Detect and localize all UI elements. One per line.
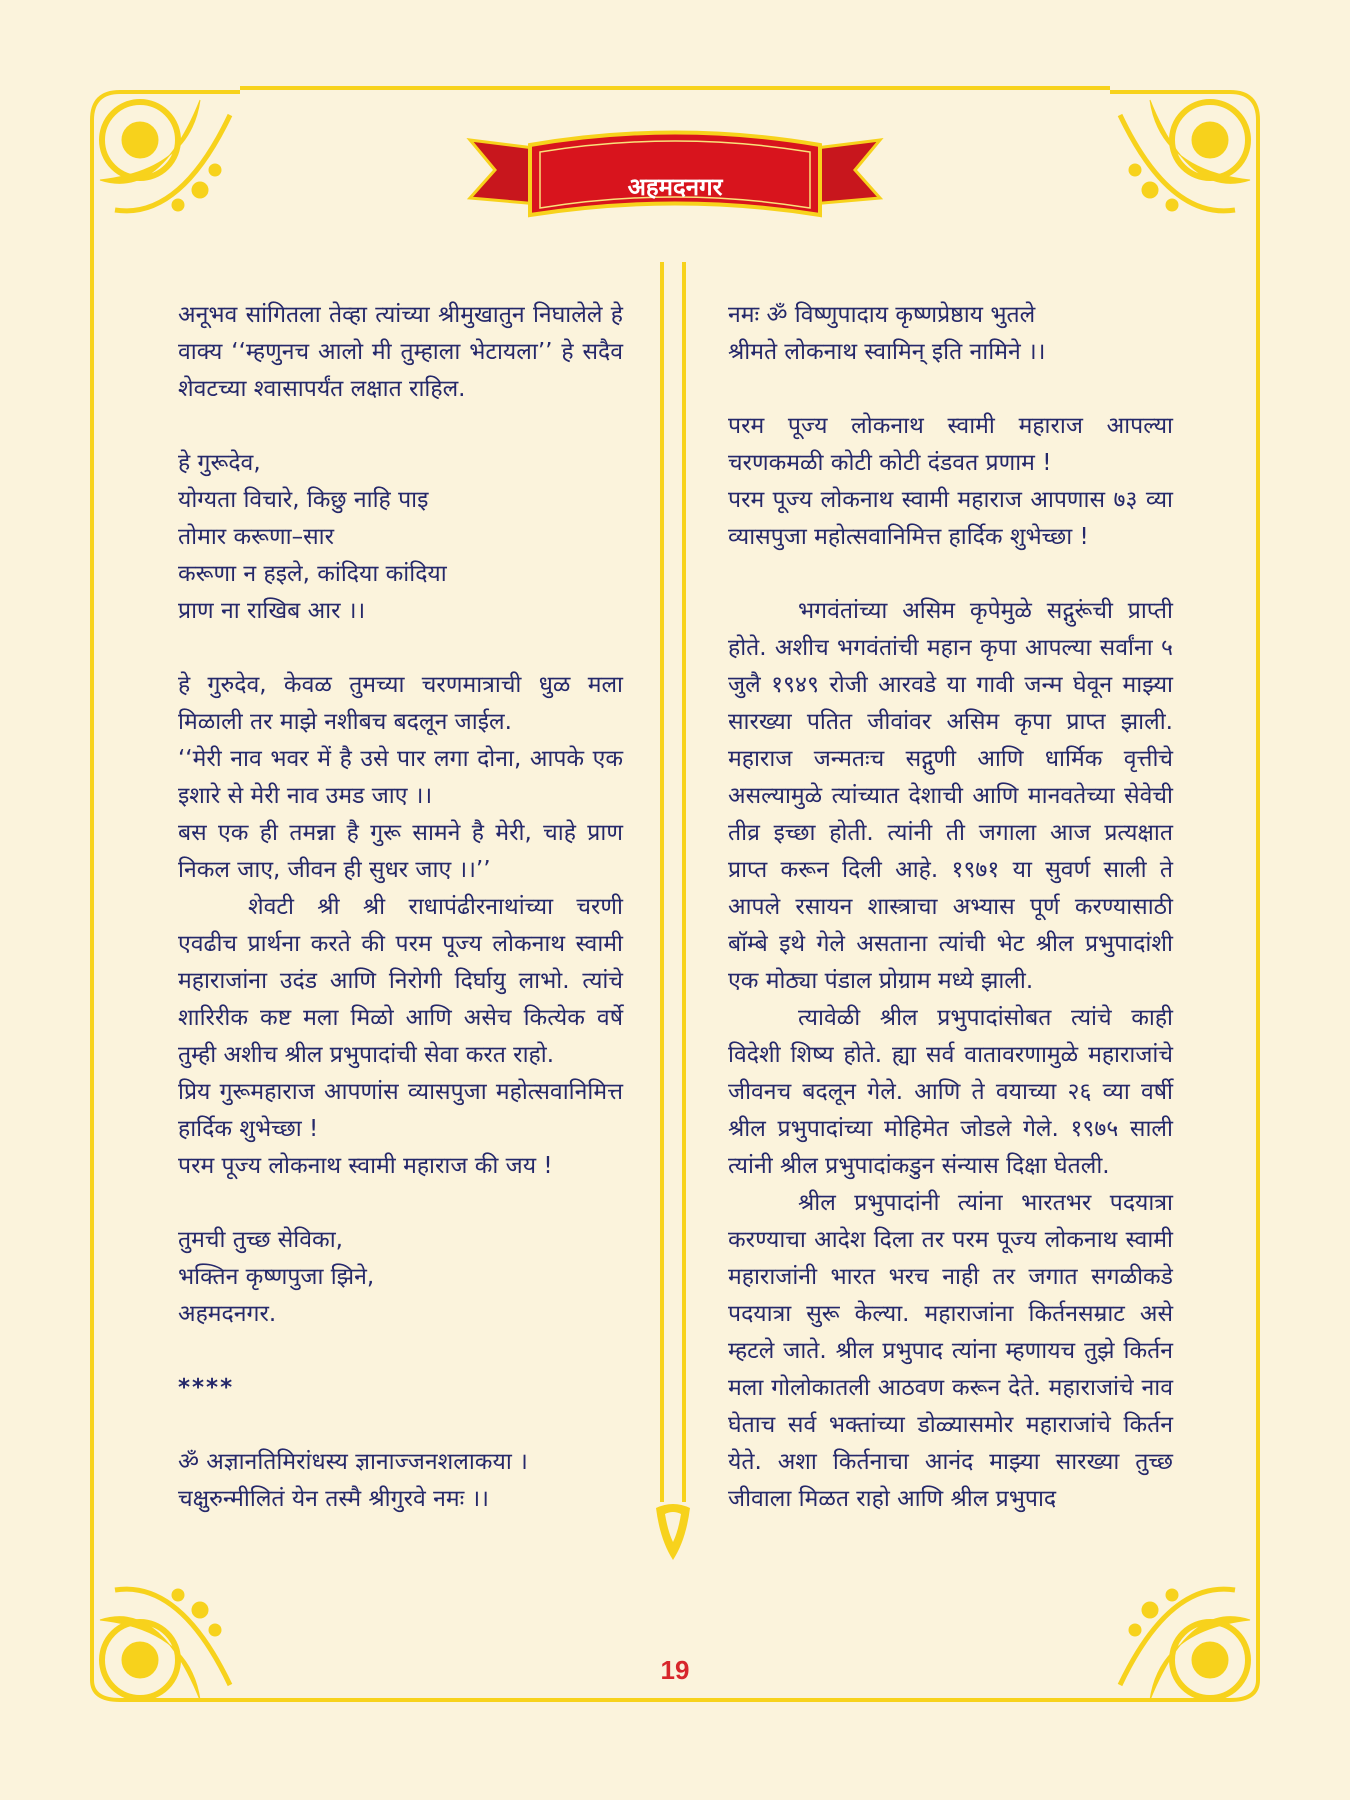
- column-divider: [656, 262, 690, 1560]
- corner-ornament-top-left: [92, 92, 240, 265]
- right-paragraph-1: भगवंतांच्या असिम कृपेमुळे सद्गुरूंची प्राप्ती होते. अशीच भगवंतांची महान कृपा आपल्या सर्वांना ५ जुलै १९४९ रोजी आरवडे या गावी जन्म घेवून माझ्या सारख्या पतित जीवांवर असिम कृपा प्राप्त झाली. महाराज जन्मतःच सद्गुणी आणि धार्मिक वृत्तीचे असल्यामुळे त्यांच्यात देशाची आणि मानवतेच्या सेवेची तीव्र इच्छा होती. त्यांनी ती जगाला आज प्रत्यक्षात प्राप्त करून दिली आहे. १९७१ या सुवर्ण साली ते आपले रसायन शास्त्राचा अभ्यास पूर्ण करण्यासाठी बॉम्बे इथे गेले असताना त्यांची भेट श्रील प्रभुपादांशी एक मोठ्या पंडाल प्रोग्राम मध्ये झाली.: [728, 598, 1173, 994]
- left-column: [178, 297, 623, 1518]
- signature-block: तुमची तुच्छ सेविका, भक्तिन कृष्णपुजा झिने, अहमदनगर.: [178, 1227, 375, 1327]
- page-number: 19: [660, 1655, 690, 1685]
- right-column: [728, 297, 1173, 1518]
- hindi-verse-2: बस एक ही तमन्ना है गुरू सामने है मेरी, चाहे प्राण निकल जाए, जीवन ही सुधर जाए ।।’’: [178, 820, 623, 883]
- pranam-mantra: नमः ॐ विष्णुपादाय कृष्णप्रेष्ठाय भुतले श्रीमते लोकनाथ स्वामिन् इति नामिने ।।: [728, 302, 1046, 365]
- bengali-verse: हे गुरूदेव, योग्यता विचारे, किछु नाहि पाइ तोमार करूणा–सार करूणा न हइले, कांदिया कांदिया प्राण ना राखिब आर ।।: [178, 450, 447, 624]
- corner-ornament-top-right: [1110, 92, 1258, 265]
- left-paragraph-4: प्रिय गुरूमहाराज आपणांस व्यासपुजा महोत्सवानिमित्त हार्दिक शुभेच्छा !: [178, 1079, 623, 1142]
- left-paragraph-3: शेवटी श्री श्री राधापंढीरनाथांच्या चरणी एवढीच प्रार्थना करते की परम पूज्य लोकनाथ स्वामी महाराजांना उदंड आणि निरोगी दिर्घायु लाभो. त्यांचे शारिरीक कष्ट मला मिळो आणि असेच कित्येक वर्षे तुम्ही अशीच श्रील प्रभुपादांची सेवा करत राहो.: [178, 894, 623, 1068]
- hindi-verse-1: ‘‘मेरी नाव भवर में है उसे पार लगा दोना, आपके एक इशारे से मेरी नाव उमड जाए ।।: [178, 746, 623, 809]
- left-paragraph-2: हे गुरुदेव, केवळ तुमच्या चरणमात्राची धुळ मला मिळाली तर माझे नशीबच बदलून जाईल.: [178, 672, 623, 735]
- greeting-1: परम पूज्य लोकनाथ स्वामी महाराज आपल्या चरणकमळी कोटी कोटी दंडवत प्रणाम !: [728, 413, 1173, 476]
- left-paragraph-5: परम पूज्य लोकनाथ स्वामी महाराज की जय !: [178, 1153, 553, 1179]
- right-paragraph-2: त्यावेळी श्रील प्रभुपादांसोबत त्यांचे काही विदेशी शिष्य होते. ह्या सर्व वातावरणामुळे महाराजांचे जीवनच बदलून गेले. आणि ते वयाच्या २६ व्या वर्षी श्रील प्रभुपादांच्या मोहिमेत जोडले गेले. १९७५ साली त्यांनी श्रील प्रभुपादांकडुन संन्यास दिक्षा घेतली.: [728, 1005, 1173, 1179]
- guru-shloka: ॐ अज्ञानतिमिरांधस्य ज्ञानाज्जनशलाकया । चक्षुरुन्मीलितं येन तस्मै श्रीगुरवे नमः ।।: [178, 1449, 528, 1512]
- greeting-2: परम पूज्य लोकनाथ स्वामी महाराज आपणास ७३ व्या व्यासपुजा महोत्सवानिमित्त हार्दिक शुभेच्छा !: [728, 487, 1173, 550]
- left-paragraph-1: अनूभव सांगितला तेव्हा त्यांच्या श्रीमुखातुन निघालेले हे वाक्य ‘‘म्हणुनच आलो मी तुम्हाला भेटायला’’ हे सदैव शेवटच्या श्वासापर्यंत लक्षात राहिल.: [178, 302, 623, 402]
- right-paragraph-3: श्रील प्रभुपादांनी त्यांना भारतभर पदयात्रा करण्याचा आदेश दिला तर परम पूज्य लोकनाथ स्वामी महाराजांनी भारत भरच नाही तर जगात सगळीकडे पदयात्रा सुरू केल्या. महाराजांना किर्तनसम्राट असे म्हटले जाते. श्रील प्रभुपाद त्यांना म्हणायच तुझे किर्तन मला गोलोकातली आठवण करून देते. महाराजांचे नाव घेताच सर्व भक्तांच्या डोळ्यासमोर महाराजांचे किर्तन येते. अशा किर्तनाचा आनंद माझ्या सारख्या तुच्छ जीवाला मिळत राहो आणि श्रील प्रभुपाद: [728, 1190, 1173, 1512]
- page-title: अहमदनगर: [627, 173, 723, 201]
- separator-stars: ****: [178, 1375, 235, 1401]
